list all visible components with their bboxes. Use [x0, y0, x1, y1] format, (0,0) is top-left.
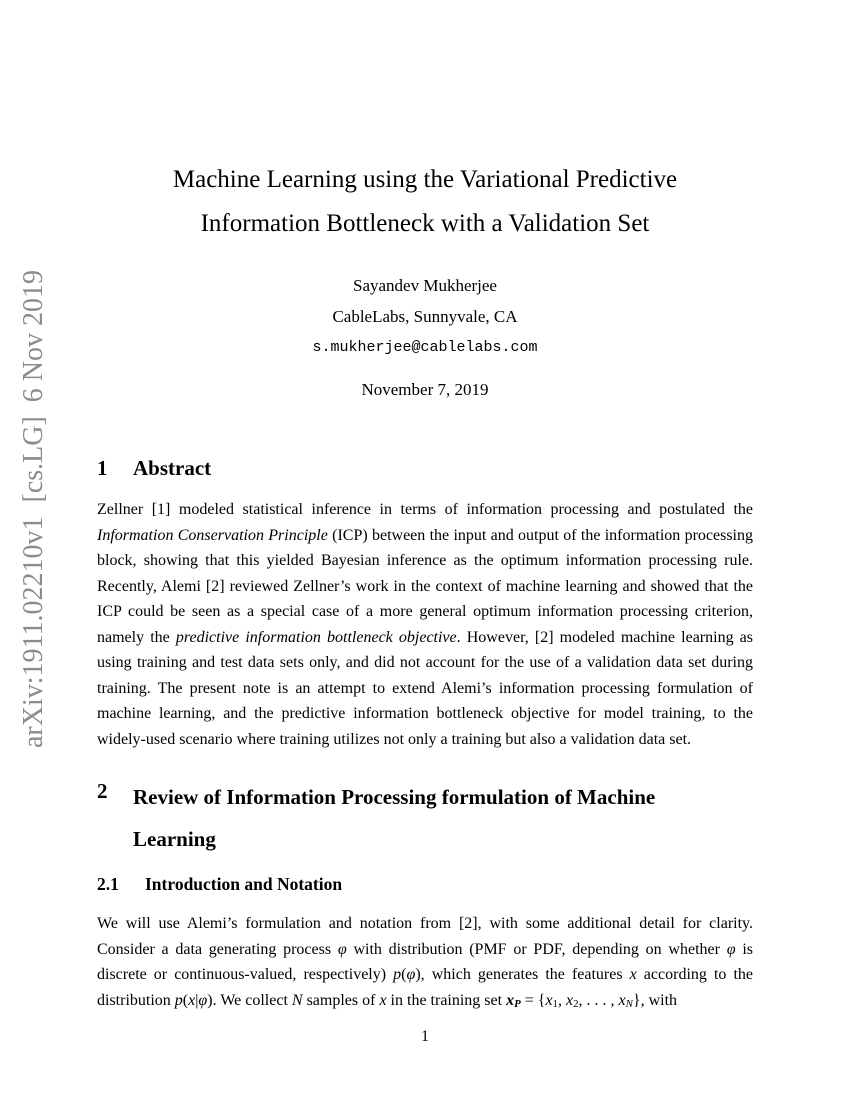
section-2-title-line2: Learning — [133, 827, 216, 851]
body-text: 1 — [552, 997, 558, 1010]
body-text: in the training set — [386, 991, 507, 1009]
abstract-paragraph — [97, 497, 753, 752]
emphasis-text: p — [393, 966, 402, 983]
body-text: ) — [415, 966, 421, 983]
body-text: Zellner [1] modeled statistical inference in terms of information processing and postulated the — [97, 501, 753, 518]
subsection-2-1-heading — [97, 872, 753, 896]
body-text: ( — [182, 991, 189, 1009]
body-text: , . . . , — [578, 991, 619, 1009]
emphasis-text: x — [618, 991, 626, 1009]
emphasis-text: x — [188, 991, 196, 1009]
page-number: 1 — [421, 1028, 429, 1045]
body-text: ) — [207, 991, 213, 1009]
body-text: is discrete or continuous-valued, respectively) — [97, 940, 754, 983]
emphasis-text: p — [174, 991, 183, 1009]
body-text: . We collect — [212, 991, 292, 1009]
emphasis-text: φ — [406, 966, 416, 983]
body-text: We will use Alemi’s formulation and notation from [2], with some additional detail for clarity. Consider a data generating process — [97, 915, 753, 958]
subsection-2-1-number: 2.1 — [97, 874, 119, 894]
intro-paragraph — [97, 911, 753, 1017]
emphasis-text: x — [545, 991, 553, 1009]
emphasis-text: Information Conservation Principle — [97, 526, 328, 544]
section-2-heading — [97, 776, 753, 860]
section-2-title-line1: Review of Information Processing formulation of Machine — [133, 785, 656, 809]
paper-title — [97, 158, 753, 246]
section-1-heading — [97, 453, 753, 483]
section-2-title — [133, 776, 753, 860]
paper-title-line2: Information Bottleneck with a Validation Set — [200, 210, 650, 237]
emphasis-text: φ — [726, 940, 736, 958]
section-1-number: 1 — [97, 456, 108, 480]
author-block — [97, 270, 753, 363]
emphasis-text: φ — [198, 991, 208, 1009]
section-2-number: 2 — [97, 779, 108, 803]
emphasis-text: x — [565, 991, 574, 1009]
section-1-title: Abstract — [133, 456, 212, 480]
emphasis-text: φ — [337, 940, 347, 958]
arxiv-stamp: arXiv:1911.02210v1 [cs.LG] 6 Nov 2019 — [18, 269, 49, 748]
body-text: 2 — [573, 997, 579, 1010]
emphasis-text: N — [291, 991, 303, 1009]
emphasis-text: predictive information bottleneck objective — [175, 628, 457, 646]
body-text: according to the distribution — [97, 966, 753, 1009]
emphasis-text: N — [625, 997, 633, 1010]
body-text: , — [557, 991, 566, 1009]
subsection-2-1-title: Introduction and Notation — [145, 874, 343, 894]
emphasis-text: x — [506, 991, 515, 1009]
body-text: samples of — [302, 991, 380, 1009]
emphasis-text: x — [629, 966, 637, 983]
body-text: (ICP) between the input and output of the information processing block, showing that this yielded Bayesian inference as the optimum information processing rule. Recently, Alemi [2] reviewed Zellner’s work in the context of machine learning and showed that the ICP could be seen as a special case of a more general optimum information processing criterion, namely the — [97, 526, 753, 646]
author-email: s.mukherjee@cablelabs.com — [312, 339, 538, 356]
body-text: , which generates the features — [420, 966, 630, 983]
author-name: Sayandev Mukherjee — [353, 276, 497, 295]
body-text: ( — [401, 966, 407, 983]
body-text: . However, [2] modeled machine learning as using training and test data sets only, and did not account for the use of a validation data set during training. The present note is an attempt to extend Alemi’s information processing formulation of machine learning, and the predictive information bottleneck objective for model training, to the widely-used scenario where training utilizes not only a training but also a validation data set. — [97, 628, 754, 748]
body-text: }, with — [632, 991, 678, 1009]
body-text: | — [195, 991, 199, 1009]
body-text: with distribution (PMF or PDF, depending on whether — [346, 940, 727, 958]
paper-title-line1: Machine Learning using the Variational Predictive — [172, 166, 678, 193]
emphasis-text: x — [379, 991, 387, 1009]
paper-date: November 7, 2019 — [361, 380, 489, 399]
author-affiliation: CableLabs, Sunnyvale, CA — [332, 307, 518, 326]
body-text: = { — [520, 991, 546, 1009]
paper-content — [97, 0, 753, 1017]
emphasis-text: P — [514, 997, 521, 1010]
